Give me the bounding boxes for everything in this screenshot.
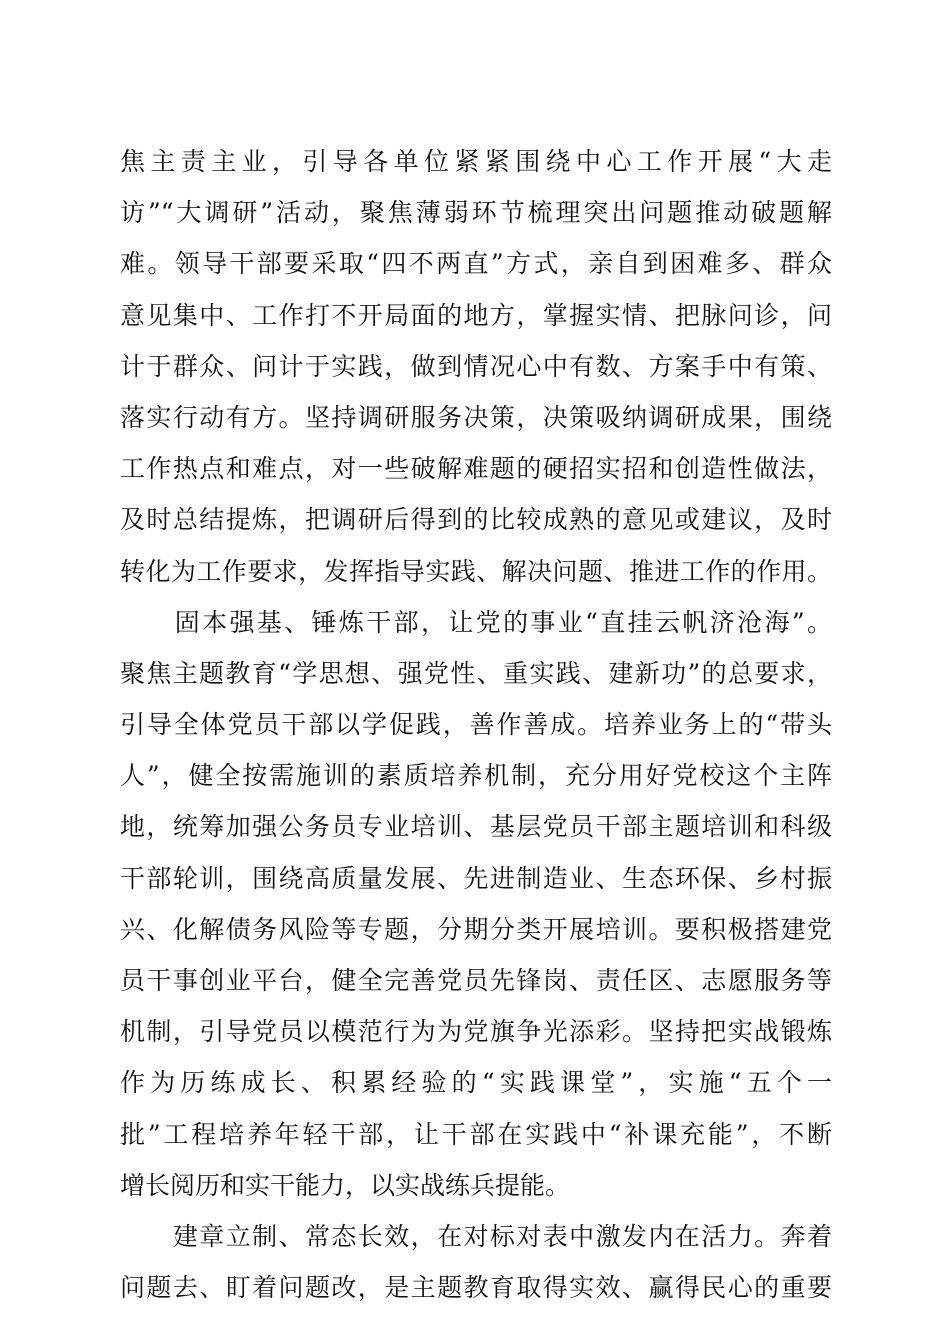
text-line-18: 机制，引导党员以模范行为为党旗争光添彩。坚持把实战锻炼 xyxy=(120,1017,832,1047)
text-line-9: 转化为工作要求，发挥指导实践、解决问题、推进工作的作用。 xyxy=(120,556,832,586)
text-line-22: 建章立制、常态长效，在对标对表中激发内在活力。奔着 xyxy=(120,1221,832,1251)
text-line-21: 增长阅历和实干能力，以实战练兵提能。 xyxy=(120,1170,571,1200)
text-line-14: 地，统筹加强公务员专业培训、基层党员干部主题培训和科级 xyxy=(120,812,832,842)
text-line-20: 批”工程培养年轻干部，让干部在实践中“补课充能”，不断 xyxy=(120,1119,832,1149)
text-line-5: 计于群众、问计于实践，做到情况心中有数、方案手中有策、 xyxy=(120,351,832,381)
text-line-17: 员干事创业平台，健全完善党员先锋岗、责任区、志愿服务等 xyxy=(120,966,832,995)
text-line-4: 意见集中、工作打不开局面的地方，掌握实情、把脉问诊，问 xyxy=(120,300,832,330)
body-text xyxy=(120,136,832,1313)
text-line-1: 焦主责主业，引导各单位紧紧围绕中心工作开展“大走 xyxy=(120,147,832,176)
text-line-3: 难。领导干部要采取“四不两直”方式，亲自到困难多、群众 xyxy=(120,249,832,279)
text-line-23: 问题去、盯着问题改，是主题教育取得实效、赢得民心的重要 xyxy=(120,1273,832,1303)
text-line-7: 工作热点和难点，对一些破解难题的硬招实招和创造性做法， xyxy=(120,454,832,484)
text-line-6: 落实行动有方。坚持调研服务决策，决策吸纳调研成果，围绕 xyxy=(120,402,832,432)
text-line-10: 固本强基、锤炼干部，让党的事业“直挂云帆济沧海”。 xyxy=(120,607,832,637)
text-line-15: 干部轮训，围绕高质量发展、先进制造业、生态环保、乡村振 xyxy=(120,863,832,893)
text-line-11: 聚焦主题教育“学思想、强党性、重实践、建新功”的总要求， xyxy=(120,658,832,688)
text-line-2: 访”“大调研”活动，聚焦薄弱环节梳理突出问题推动破题解 xyxy=(120,198,832,228)
text-line-13: 人”，健全按需施训的素质培养机制，充分用好党校这个主阵 xyxy=(120,761,832,791)
text-line-16: 兴、化解债务风险等专题，分期分类开展培训。要积极搭建党 xyxy=(120,914,832,944)
text-line-12: 引导全体党员干部以学促践，善作善成。培养业务上的“带头 xyxy=(120,710,832,740)
text-line-8: 及时总结提炼，把调研后得到的比较成熟的意见或建议，及时 xyxy=(120,505,832,535)
text-line-19: 作为历练成长、积累经验的“实践课堂”，实施“五个一 xyxy=(120,1068,832,1098)
